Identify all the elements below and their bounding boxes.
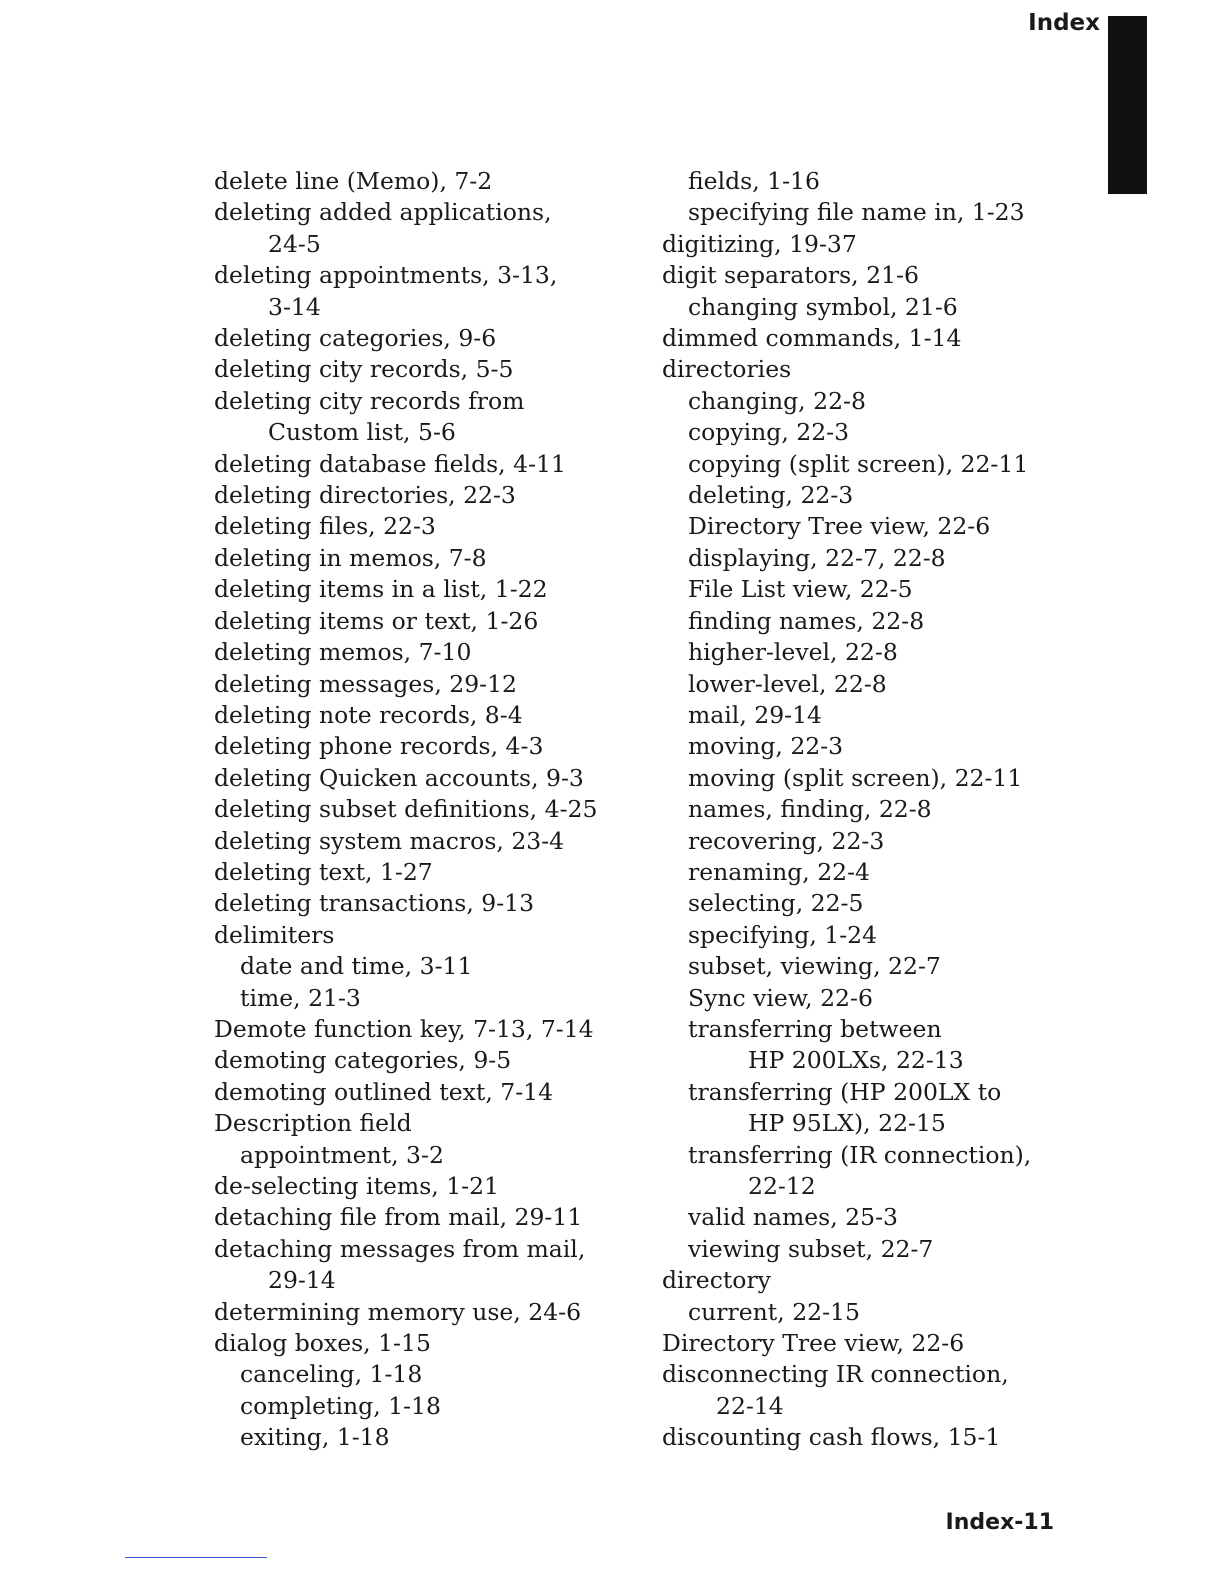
index-entry: fields, 1-16 — [688, 167, 820, 195]
index-entry: 29-14 — [268, 1266, 336, 1295]
index-entry: exiting, 1-18 — [240, 1423, 390, 1452]
index-entry: 22-12 — [748, 1172, 816, 1200]
index-column-left — [214, 166, 634, 1454]
index-entry: deleting added applications, — [214, 198, 552, 227]
index-entry: renaming, 22-4 — [688, 857, 870, 886]
index-entry: specifying file name in, 1-23 — [688, 198, 1025, 227]
index-entry: de-selecting items, 1-21 — [214, 1172, 499, 1200]
index-entry: deleting memos, 7-10 — [214, 638, 472, 667]
index-entry: 24-5 — [268, 229, 321, 258]
index-entry: viewing subset, 22-7 — [688, 1234, 934, 1263]
index-entry: delimiters — [214, 920, 335, 949]
index-entry: deleting items or text, 1-26 — [214, 606, 539, 635]
index-entry: subset, viewing, 22-7 — [688, 952, 941, 981]
index-entry: recovering, 22-3 — [688, 826, 885, 855]
index-entry: deleting note records, 8-4 — [214, 700, 523, 729]
index-entry: deleting files, 22-3 — [214, 512, 436, 541]
index-entry: deleting Quicken accounts, 9-3 — [214, 763, 584, 792]
index-entry: HP 200LXs, 22-13 — [748, 1046, 964, 1075]
index-entry: Custom list, 5-6 — [268, 418, 456, 447]
index-entry: Directory Tree view, 22-6 — [662, 1329, 965, 1358]
index-entry: deleting city records from — [214, 386, 525, 415]
index-entry: HP 95LX), 22-15 — [748, 1109, 946, 1138]
index-entry: names, finding, 22-8 — [688, 795, 932, 824]
index-entry: transferring (IR connection), — [688, 1140, 1032, 1169]
index-entry: dimmed commands, 1-14 — [662, 324, 962, 353]
index-column-right — [662, 166, 1082, 1454]
index-entry: Description field — [214, 1109, 412, 1138]
index-entry: time, 21-3 — [240, 983, 361, 1012]
index-entry: detaching messages from mail, — [214, 1234, 586, 1263]
index-entry: specifying, 1-24 — [688, 920, 878, 949]
index-entry: completing, 1-18 — [240, 1391, 441, 1420]
index-entry: deleting items in a list, 1-22 — [214, 575, 548, 604]
index-entry: copying, 22-3 — [688, 418, 850, 447]
index-entry: demoting categories, 9-5 — [214, 1046, 512, 1075]
index-entry: current, 22-15 — [688, 1297, 860, 1326]
index-entry: lower-level, 22-8 — [688, 669, 887, 698]
index-entry: transferring (HP 200LX to — [688, 1077, 1002, 1106]
index-entry: copying (split screen), 22-11 — [688, 449, 1029, 478]
index-entry: deleting city records, 5-5 — [214, 355, 514, 384]
index-entry: appointment, 3-2 — [240, 1140, 444, 1169]
section-header: Index — [1028, 10, 1100, 36]
index-entry: date and time, 3-11 — [240, 952, 473, 981]
index-entry: disconnecting IR connection, — [662, 1360, 1009, 1389]
index-entry: moving, 22-3 — [688, 732, 844, 761]
index-entry: directory — [662, 1266, 771, 1295]
page-number: Index-11 — [945, 1510, 1054, 1535]
index-entry: Directory Tree view, 22-6 — [688, 512, 991, 541]
index-entry: dialog boxes, 1-15 — [214, 1329, 431, 1358]
index-entry: mail, 29-14 — [688, 700, 823, 729]
index-entry: 22-14 — [716, 1391, 784, 1420]
index-entry: deleting system macros, 23-4 — [214, 826, 565, 855]
index-entry: deleting, 22-3 — [688, 481, 854, 510]
index-entry: deleting transactions, 9-13 — [214, 889, 535, 918]
index-entry: deleting subset definitions, 4-25 — [214, 795, 598, 824]
index-entry: digitizing, 19-37 — [662, 229, 857, 258]
index-entry: displaying, 22-7, 22-8 — [688, 543, 946, 572]
index-entry: valid names, 25-3 — [688, 1203, 898, 1232]
index-entry: finding names, 22-8 — [688, 606, 925, 635]
index-entry: 3-14 — [268, 292, 321, 321]
index-entry: digit separators, 21-6 — [662, 261, 919, 290]
index-entry: Demote function key, 7-13, 7-14 — [214, 1014, 594, 1043]
index-entry: deleting phone records, 4-3 — [214, 732, 544, 761]
index-entry: discounting cash flows, 15-1 — [662, 1423, 1001, 1452]
index-entry: detaching file from mail, 29-11 — [214, 1203, 583, 1232]
index-entry: moving (split screen), 22-11 — [688, 763, 1023, 792]
index-entry: transferring between — [688, 1014, 942, 1043]
index-entry: canceling, 1-18 — [240, 1360, 423, 1389]
index-entry: directories — [662, 355, 792, 384]
index-entry: deleting database fields, 4-11 — [214, 449, 566, 478]
index-entry: deleting categories, 9-6 — [214, 324, 497, 353]
index-entry: File List view, 22-5 — [688, 575, 913, 604]
index-entry: demoting outlined text, 7-14 — [214, 1077, 554, 1106]
index-entry: changing, 22-8 — [688, 386, 866, 415]
index-entry: deleting appointments, 3-13, — [214, 261, 558, 290]
footer-rule — [125, 1557, 267, 1558]
index-entry: higher-level, 22-8 — [688, 638, 898, 667]
index-entry: selecting, 22-5 — [688, 889, 864, 918]
index-entry: Sync view, 22-6 — [688, 983, 873, 1012]
section-tab-marker — [1108, 16, 1147, 194]
index-entry: determining memory use, 24-6 — [214, 1297, 582, 1326]
index-entry: deleting messages, 29-12 — [214, 669, 517, 698]
index-entry: deleting in memos, 7-8 — [214, 543, 487, 572]
index-entry: deleting text, 1-27 — [214, 857, 433, 886]
index-entry: deleting directories, 22-3 — [214, 481, 516, 510]
index-entry: changing symbol, 21-6 — [688, 292, 958, 321]
index-entry: delete line (Memo), 7-2 — [214, 167, 493, 195]
